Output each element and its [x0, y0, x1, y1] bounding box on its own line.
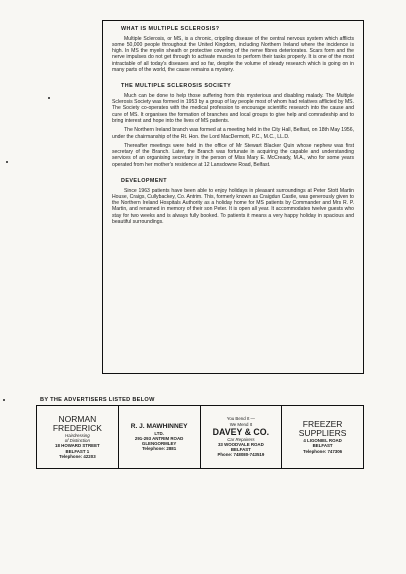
section-what-is-ms [112, 26, 354, 73]
article-frame [102, 20, 364, 374]
advertisers-row [36, 405, 364, 469]
ad-address: 18 HOWARD STREET [55, 443, 100, 449]
section-development [112, 178, 354, 225]
page-mark [6, 161, 8, 163]
ad-address: 4 LIGONIEL ROAD [303, 438, 342, 444]
ad-city: BELFAST [230, 447, 251, 453]
ad-phone: Telephone: 42203 [59, 453, 96, 459]
ad-freezer-suppliers [282, 406, 363, 468]
ad-name: SUPPLIERS [298, 428, 347, 439]
ad-phone: Telephone: 2881 [142, 446, 177, 452]
section-paragraph: Thereafter meetings were held in the office of Mr Stewart Blacker Quin whose nephew was first secretary of the Branch. Later, the Branch was fortunate in acquiring the capable and understanding services of an organising secretary in the person of Miss Mary E. McCready, M.A., who for some years operated from her mother's residence at 12 Lansdowne Road, Belfast. [112, 142, 354, 168]
ad-slogan: You Bend It — [226, 416, 255, 422]
section-paragraph: Multiple Sclerosis, or MS, is a chronic, crippling disease of the central nervous system which afflicts some 50,000 people throughout the United Kingdom, including Northern Ireland where the incidence is high. In MS the myelin sheath or protective covering of the nerve fibres deteriorates. Scars form and the nerve impulses do not get through to activate muscles to perform their tasks properly. It is one of the most intractable of all today's diseases and so far, despite the volume of steady research which is going on in many parts of the world, the cause remains a mystery. [112, 35, 354, 73]
ad-tagline: Car Repairers [227, 436, 255, 442]
ad-tagline: Hairdressing [65, 432, 90, 438]
ad-name: NORMAN [58, 413, 97, 424]
ad-city: GLENGORMLEY [141, 441, 177, 446]
advertisers-title: BY THE ADVERTISERS LISTED BELOW [40, 397, 155, 403]
page-mark [48, 97, 50, 99]
ad-slogan: We Mend It [229, 421, 253, 427]
ad-norman-frederick [37, 406, 119, 468]
ad-address: 33 WOODVALE ROAD [217, 442, 264, 447]
ad-address: 291-293 ANTRIM ROAD [134, 435, 184, 441]
section-paragraph: Much can be done to help those suffering from this mysterious and disabling malady. The Multiple Sclerosis Society was formed in 1953 by a group of lay people most of whom had relatives afflicted by MS. The Society co-operates with the medical profession to encourage scientific research into the cause and cure of MS. It organises the formation of branches and local groups to give help and comradeship and to bring interest and hope into the lives of MS patients. [112, 92, 354, 124]
ad-name: FREEZER [302, 419, 343, 430]
ad-phone: Phone: 748080-743519 [217, 452, 265, 458]
section-heading: WHAT IS MULTIPLE SCLEROSIS? [121, 26, 220, 32]
ad-city: BELFAST 1 [65, 448, 90, 454]
ad-tagline: of Distinction [64, 438, 90, 444]
section-heading: THE MULTIPLE SCLEROSIS SOCIETY [121, 83, 232, 90]
ad-davey [201, 406, 283, 468]
ad-mawhinney [119, 406, 201, 468]
ad-name: DAVEY & CO. [212, 426, 270, 437]
ad-name: FREDERICK [52, 422, 102, 433]
section-heading: DEVELOPMENT [121, 178, 167, 185]
ad-city: BELFAST [312, 443, 333, 449]
ad-ltd: LTD. [154, 430, 164, 436]
ad-phone: Telephone: 747306 [303, 448, 343, 454]
section-ms-society [112, 83, 354, 168]
section-paragraph: The Northern Ireland branch was formed at a meeting held in the City Hall, Belfast, on 18th May 1956, under the chairmanship of the Rt. Hon. the Lord MacDermott, P.C., M.C., LL.D. [112, 127, 354, 140]
section-paragraph: Since 1963 patients have been able to enjoy holidays in pleasant surroundings at Peter Stott Martin House, Craigs, Cullybackey, Co. Antrim. This, formerly known as Craigdun Castle, was generously given to the Northern Ireland Hospitals Authority as a holiday home for MS patients by Commander and Mrs R. P. Martin, and renamed in memory of their son Peter. It is open all year. It accommodates twelve guests who stay for two weeks and is always fully booked. To patients it means a very happy holiday in spacious and beautiful surroundings. [112, 187, 354, 226]
ad-name: R. J. MAWHINNEY [130, 422, 188, 430]
page-mark [3, 399, 5, 401]
